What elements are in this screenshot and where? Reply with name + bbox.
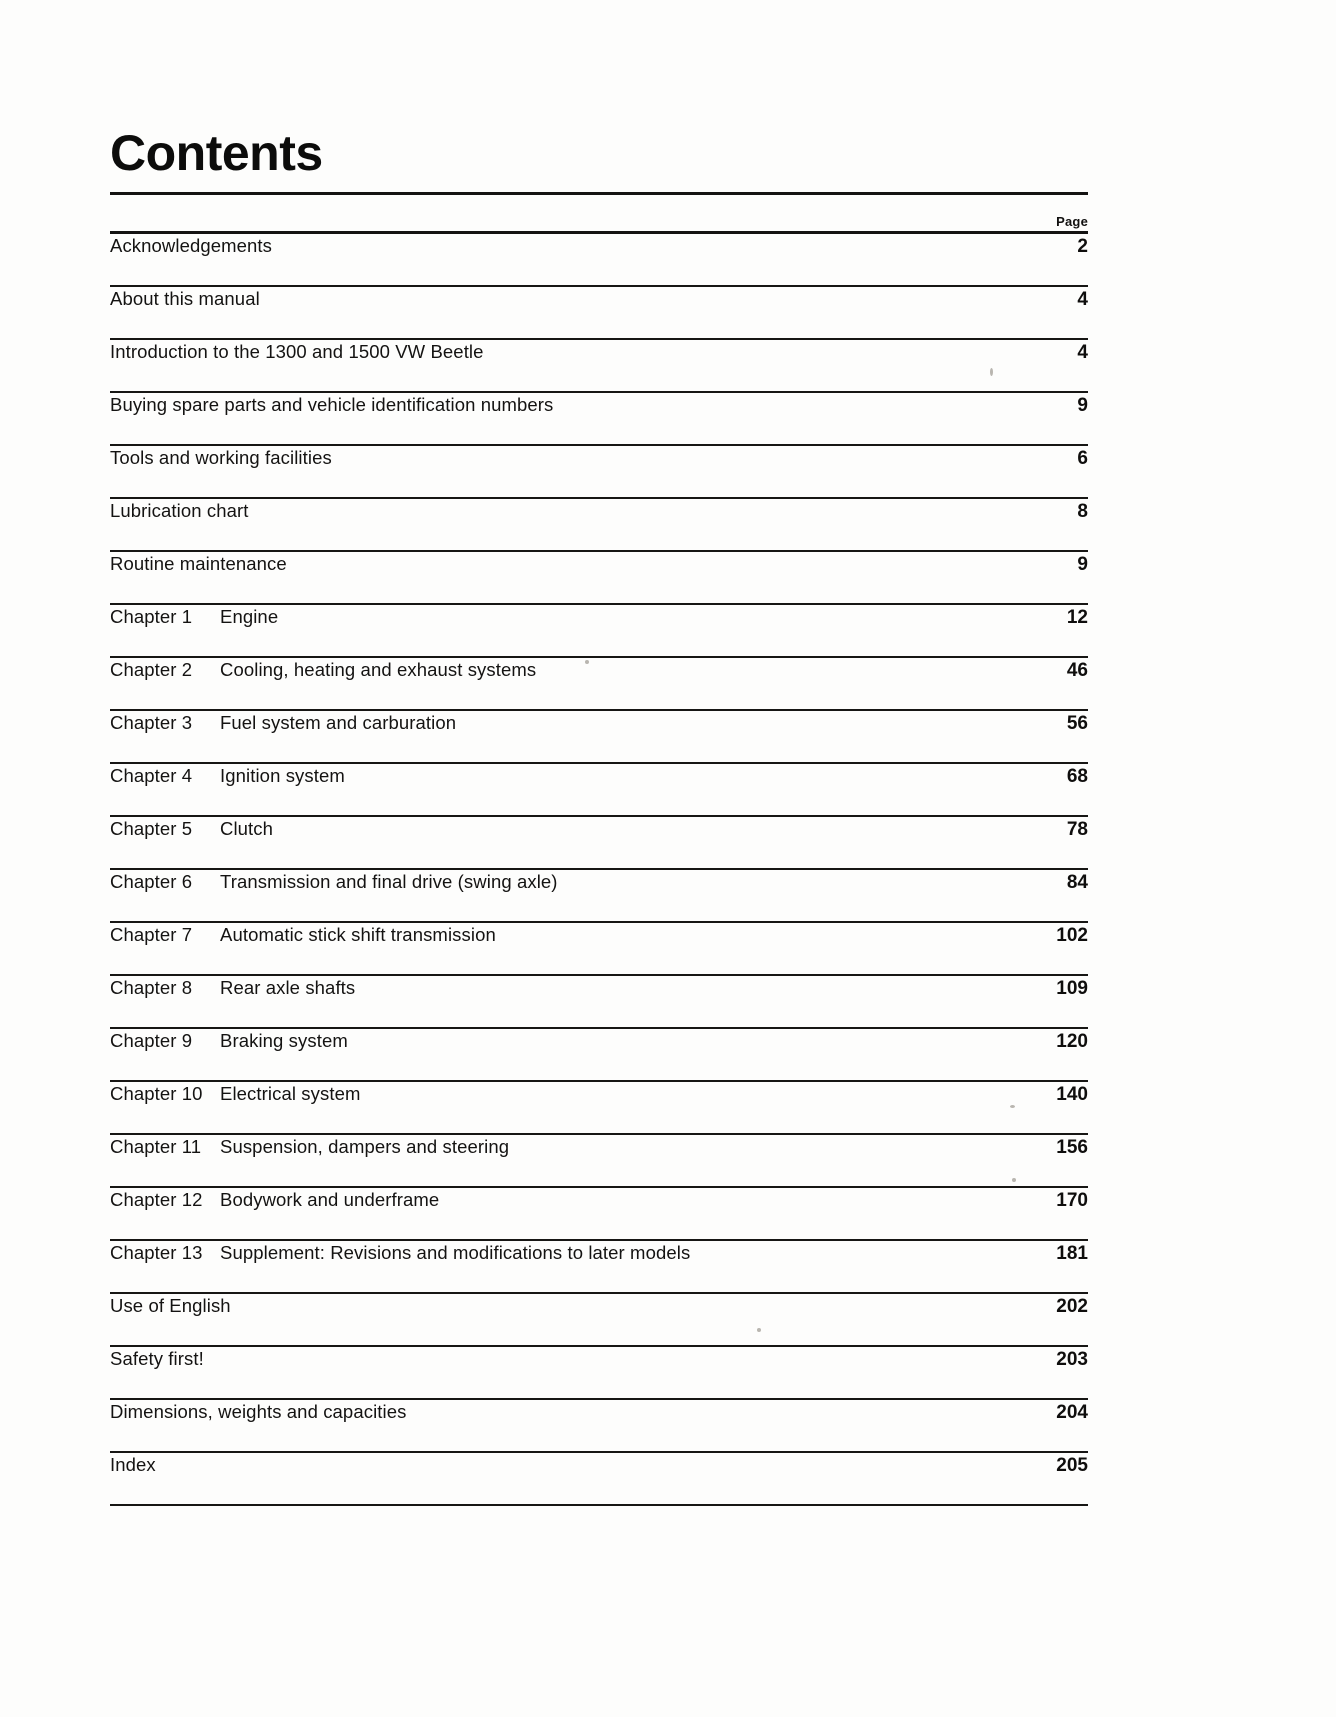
toc-entry-title: Engine [220, 606, 279, 627]
toc-entry[interactable] [110, 1294, 1088, 1345]
toc-entry[interactable] [110, 976, 1088, 1027]
scan-speck [1012, 1178, 1016, 1182]
toc-entry-page-number: 78 [1066, 819, 1088, 840]
toc-entry-page-number: 46 [1066, 660, 1088, 681]
toc-entry-title: Suspension, dampers and steering [220, 1136, 510, 1157]
toc-entry-page-number: 102 [1056, 925, 1088, 946]
toc-entry-page-number: 4 [1077, 289, 1088, 310]
toc-entry[interactable] [110, 552, 1088, 603]
toc-entry[interactable] [110, 764, 1088, 815]
toc-entry[interactable] [110, 1029, 1088, 1080]
toc-entry[interactable] [110, 446, 1088, 497]
toc-entry-title: Safety first! [110, 1348, 204, 1369]
toc-entry-page-number: 156 [1056, 1137, 1088, 1158]
toc-entry[interactable] [110, 1400, 1088, 1451]
toc-entry-page-number: 109 [1056, 978, 1088, 999]
page-column-header: Page [1056, 214, 1088, 229]
toc-entry[interactable] [110, 870, 1088, 921]
toc-entry-page-number: 170 [1056, 1190, 1088, 1211]
toc-entry-title: Use of English [110, 1295, 231, 1316]
toc-entry-page-number: 8 [1077, 501, 1088, 522]
toc-entry-page-number: 68 [1066, 766, 1088, 787]
toc-entry-chapter: Chapter 2 [110, 659, 193, 680]
toc-entry[interactable] [110, 287, 1088, 338]
toc-entry[interactable] [110, 605, 1088, 656]
toc-entry[interactable] [110, 1135, 1088, 1186]
toc-entry[interactable] [110, 658, 1088, 709]
toc-entry-page-number: 84 [1066, 872, 1088, 893]
toc-entry-title: Transmission and final drive (swing axle) [220, 871, 558, 892]
table-of-contents-list [110, 234, 1088, 1506]
toc-entry-page-number: 2 [1077, 236, 1088, 257]
contents-sheet [110, 0, 1088, 1506]
toc-entry[interactable] [110, 1347, 1088, 1398]
toc-row-separator [110, 1504, 1088, 1506]
toc-entry[interactable] [110, 234, 1088, 285]
toc-entry-chapter: Chapter 5 [110, 818, 193, 839]
toc-entry-title: Acknowledgements [110, 235, 273, 256]
toc-entry[interactable] [110, 340, 1088, 391]
toc-entry-title: Rear axle shafts [220, 977, 356, 998]
toc-entry-page-number: 120 [1056, 1031, 1088, 1052]
scan-speck [585, 660, 589, 664]
toc-entry[interactable] [110, 923, 1088, 974]
page-column-header-band [110, 195, 1088, 231]
toc-entry[interactable] [110, 393, 1088, 444]
toc-entry[interactable] [110, 817, 1088, 868]
toc-entry-title: About this manual [110, 288, 260, 309]
page-title: Contents [110, 125, 323, 181]
toc-entry-title: Lubrication chart [110, 500, 249, 521]
toc-entry[interactable] [110, 711, 1088, 762]
toc-entry-title: Fuel system and carburation [220, 712, 457, 733]
toc-entry-page-number: 4 [1077, 342, 1088, 363]
toc-entry-title: Bodywork and underframe [220, 1189, 440, 1210]
toc-entry[interactable] [110, 1453, 1088, 1504]
toc-entry-page-number: 203 [1056, 1349, 1088, 1370]
toc-entry-chapter: Chapter 6 [110, 871, 193, 892]
toc-entry[interactable] [110, 1188, 1088, 1239]
toc-entry-title: Tools and working facilities [110, 447, 332, 468]
toc-entry-page-number: 202 [1056, 1296, 1088, 1317]
toc-entry-title: Electrical system [220, 1083, 361, 1104]
toc-entry-chapter: Chapter 4 [110, 765, 193, 786]
scan-speck [990, 368, 993, 376]
toc-entry-title: Supplement: Revisions and modifications to later models [220, 1242, 691, 1263]
toc-entry-chapter: Chapter 13 [110, 1242, 203, 1263]
toc-entry-title: Braking system [220, 1030, 348, 1051]
toc-entry-page-number: 204 [1056, 1402, 1088, 1423]
toc-entry-chapter: Chapter 12 [110, 1189, 203, 1210]
toc-entry-page-number: 140 [1056, 1084, 1088, 1105]
scan-speck [757, 1328, 761, 1332]
toc-entry-page-number: 9 [1077, 395, 1088, 416]
toc-entry-chapter: Chapter 1 [110, 606, 193, 627]
toc-entry-page-number: 205 [1056, 1455, 1088, 1476]
toc-entry-chapter: Chapter 10 [110, 1083, 203, 1104]
toc-entry-title: Routine maintenance [110, 553, 287, 574]
toc-entry-page-number: 56 [1066, 713, 1088, 734]
toc-entry-title: Dimensions, weights and capacities [110, 1401, 407, 1422]
toc-entry[interactable] [110, 1082, 1088, 1133]
toc-entry-chapter: Chapter 8 [110, 977, 193, 998]
toc-entry-chapter: Chapter 3 [110, 712, 193, 733]
toc-entry-chapter: Chapter 9 [110, 1030, 193, 1051]
toc-entry-page-number: 181 [1056, 1243, 1088, 1264]
toc-entry-page-number: 12 [1066, 607, 1088, 628]
toc-entry-title: Introduction to the 1300 and 1500 VW Beetle [110, 341, 484, 362]
toc-entry[interactable] [110, 1241, 1088, 1292]
toc-entry-title: Cooling, heating and exhaust systems [220, 659, 537, 680]
toc-entry-title: Automatic stick shift transmission [220, 924, 496, 945]
toc-entry-chapter: Chapter 7 [110, 924, 193, 945]
toc-entry[interactable] [110, 499, 1088, 550]
toc-entry-page-number: 6 [1077, 448, 1088, 469]
toc-entry-title: Clutch [220, 818, 274, 839]
toc-entry-title: Buying spare parts and vehicle identification numbers [110, 394, 554, 415]
toc-entry-title: Index [110, 1454, 156, 1475]
toc-entry-title: Ignition system [220, 765, 345, 786]
toc-entry-chapter: Chapter 11 [110, 1136, 202, 1157]
scan-speck [1010, 1105, 1015, 1108]
toc-entry-page-number: 9 [1077, 554, 1088, 575]
